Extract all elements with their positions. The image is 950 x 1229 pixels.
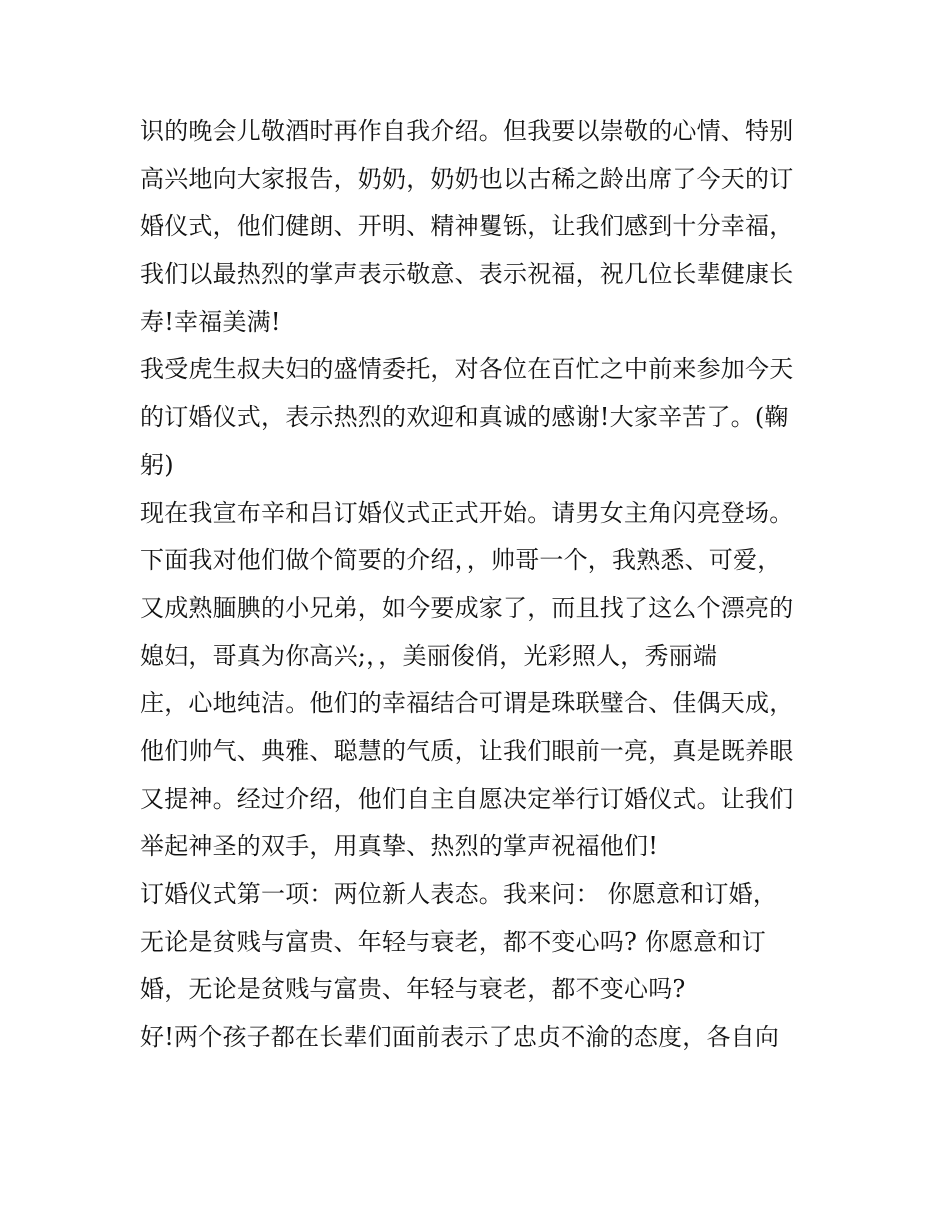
text-line: 的订婚仪式，表示热烈的欢迎和真诚的感谢!大家辛苦了。(鞠 (140, 403, 789, 432)
text-line: 庄，心地纯洁。他们的幸福结合可谓是珠联璧合、佳偶天成， (140, 689, 794, 718)
text-line: 订婚仪式第一项：两位新人表态。我来问： 你愿意和订婚， (140, 880, 778, 908)
text-line: 我受虎生叔夫妇的盛情委托，对各位在百忙之中前来参加今天 (140, 355, 794, 384)
text-line: 我们以最热烈的掌声表示敬意、表示祝福，祝几位长辈健康长 (140, 260, 794, 289)
text-line: 婚，无论是贫贱与富贵、年轻与衰老，都不变心吗? (140, 975, 686, 1004)
text-line: 媳妇，哥真为你高兴;，，美丽俊俏，光彩照人，秀丽端 (140, 641, 718, 670)
text-line: 婚仪式，他们健朗、开明、精神矍铄，让我们感到十分幸福， (140, 212, 794, 241)
text-line: 躬) (140, 450, 174, 479)
text-line: 好!两个孩子都在长辈们面前表示了忠贞不渝的态度，各自向 (140, 1023, 780, 1052)
text-line: 举起神圣的双手，用真挚、热烈的掌声祝福他们! (140, 832, 659, 861)
text-line: 现在我宣布辛和吕订婚仪式正式开始。请男女主角闪亮登场。 (140, 498, 794, 527)
text-line: 他们帅气、典雅、聪慧的气质，让我们眼前一亮，真是既养眼 (140, 736, 794, 765)
text-line: 下面我对他们做个简要的介绍，，帅哥一个，我熟悉、可爱， (140, 546, 782, 575)
text-line: 又提神。经过介绍，他们自主自愿决定举行订婚仪式。让我们 (140, 784, 794, 813)
text-line: 识的晚会儿敬酒时再作自我介绍。但我要以崇敬的心情、特别 (140, 117, 794, 145)
text-line: 又成熟腼腆的小兄弟，如今要成家了，而且找了这么个漂亮的 (140, 593, 794, 622)
body-text (140, 108, 830, 1062)
text-line: 寿!幸福美满! (140, 307, 281, 336)
text-line: 高兴地向大家报告，奶奶，奶奶也以古稀之龄出席了今天的订 (140, 164, 794, 193)
text-line: 无论是贫贱与富贵、年轻与衰老，都不变心吗? 你愿意和订 (140, 927, 766, 956)
